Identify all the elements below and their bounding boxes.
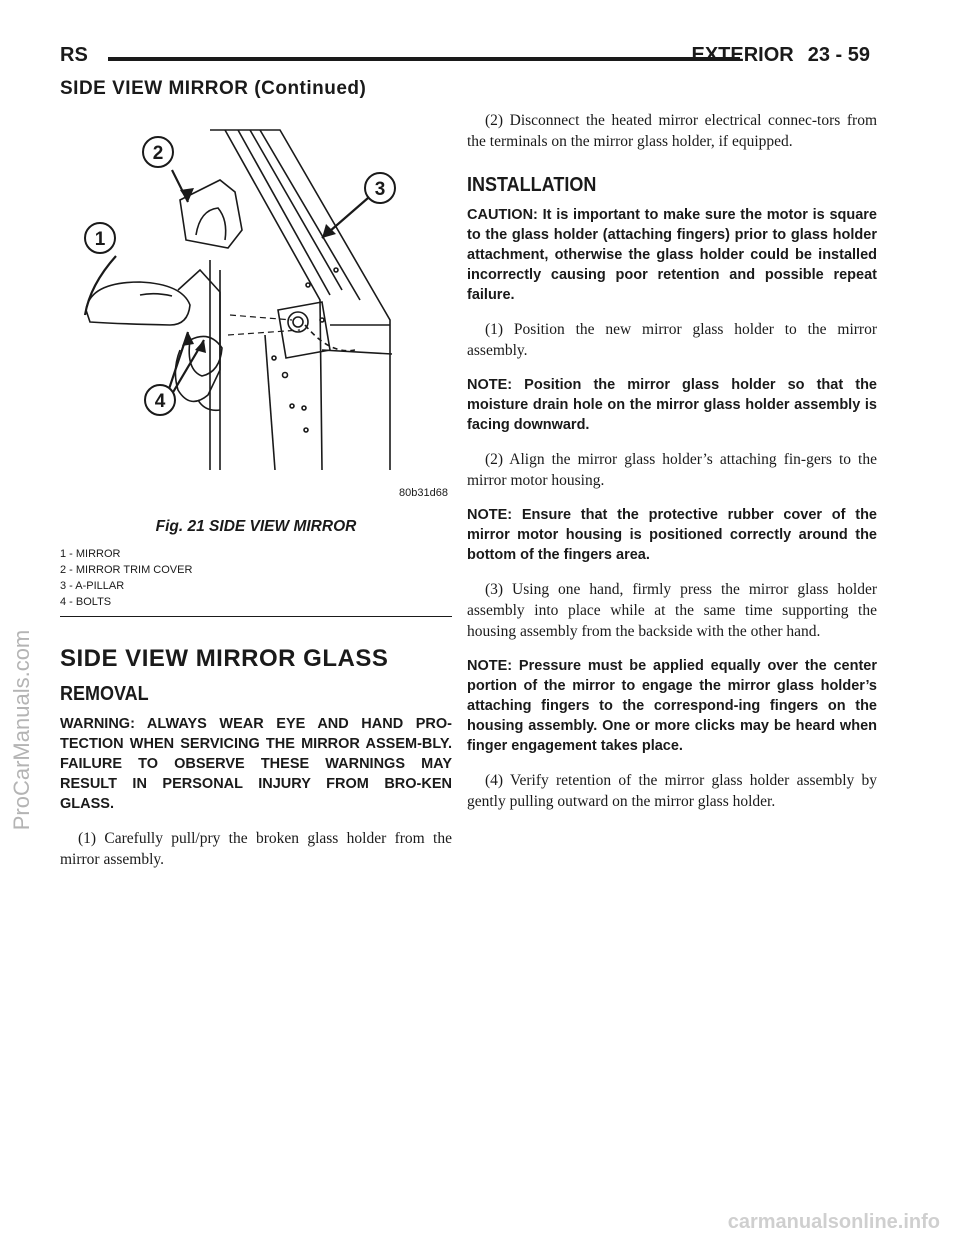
figure-rule <box>60 616 452 617</box>
side-watermark <box>4 470 40 990</box>
section-heading: SIDE VIEW MIRROR GLASS <box>60 645 389 672</box>
legend-item: 2 - MIRROR TRIM COVER <box>60 564 193 576</box>
installation-heading: INSTALLATION <box>467 174 597 196</box>
install-step-4: (4) Verify retention of the mirror glass holder assembly by gently pulling outward on the mirror glass holder. <box>467 772 877 810</box>
callout-2: 2 <box>152 143 164 164</box>
mirror-illustration <box>60 110 452 510</box>
removal-heading: REMOVAL <box>60 683 149 705</box>
footer-watermark: carmanualsonline.info <box>727 1211 940 1233</box>
header-model-code: RS <box>60 44 88 66</box>
figure-code: 80b31d68 <box>399 487 448 499</box>
legend-item: 3 - A-PILLAR <box>60 580 125 592</box>
warning-text: WARNING: ALWAYS WEAR EYE AND HAND PRO-TECTION WHEN SERVICING THE MIRROR ASSEM-BLY. FAILURE TO OBSERVE THESE WARNINGS MAY RESULT IN PERSONAL INJURY FROM BRO-KEN GLASS. <box>60 716 452 812</box>
note-2: NOTE: Ensure that the protective rubber cover of the mirror motor housing is positioned correctly around the bottom of the fingers area. <box>467 507 877 563</box>
caution-text: CAUTION: It is important to make sure the motor is square to the glass holder (attaching fingers) prior to glass holder attachment, otherwise the glass holder could be installed incorrectly causing poor retention and possible repeat failure. <box>467 207 877 303</box>
figure-legend <box>60 546 452 610</box>
removal-step-2: (2) Disconnect the heated mirror electrical connec-tors from the terminals on the mirror glass holder, if equipped. <box>467 112 877 150</box>
continued-title: SIDE VIEW MIRROR (Continued) <box>60 78 367 99</box>
callout-3: 3 <box>374 179 386 200</box>
removal-step-1: (1) Carefully pull/pry the broken glass holder from the mirror assembly. <box>60 830 452 868</box>
callout-4: 4 <box>154 391 166 412</box>
install-step-2: (2) Align the mirror glass holder’s attaching fin-gers to the mirror motor housing. <box>467 451 877 489</box>
side-watermark-text: ProCarManuals.com <box>9 629 34 831</box>
legend-item: 4 - BOLTS <box>60 596 112 608</box>
header-rule <box>108 57 740 61</box>
header-page-number: 23 - 59 <box>807 44 870 66</box>
legend-item: 1 - MIRROR <box>60 548 121 560</box>
header-section-page <box>691 44 870 67</box>
callout-1: 1 <box>94 229 106 250</box>
install-step-1: (1) Position the new mirror glass holder to the mirror assembly. <box>467 321 877 359</box>
right-column <box>467 110 877 826</box>
install-step-3: (3) Using one hand, firmly press the mirror glass holder assembly into place while at the same time supporting the housing assembly from the backside with the other hand. <box>467 581 877 640</box>
figure-title: Fig. 21 SIDE VIEW MIRROR <box>155 518 357 535</box>
note-1: NOTE: Position the mirror glass holder so that the moisture drain hole on the mirror glass holder assembly is facing downward. <box>467 377 877 433</box>
note-3: NOTE: Pressure must be applied equally over the center portion of the mirror to engage the mirror glass holder’s attaching fingers to the correspond-ing fingers on the housing assembly. One or more clicks may be heard when finger engagement takes place. <box>467 658 877 754</box>
figure-side-view-mirror <box>60 110 452 510</box>
left-column <box>60 110 452 884</box>
header-section: EXTERIOR <box>691 44 794 66</box>
